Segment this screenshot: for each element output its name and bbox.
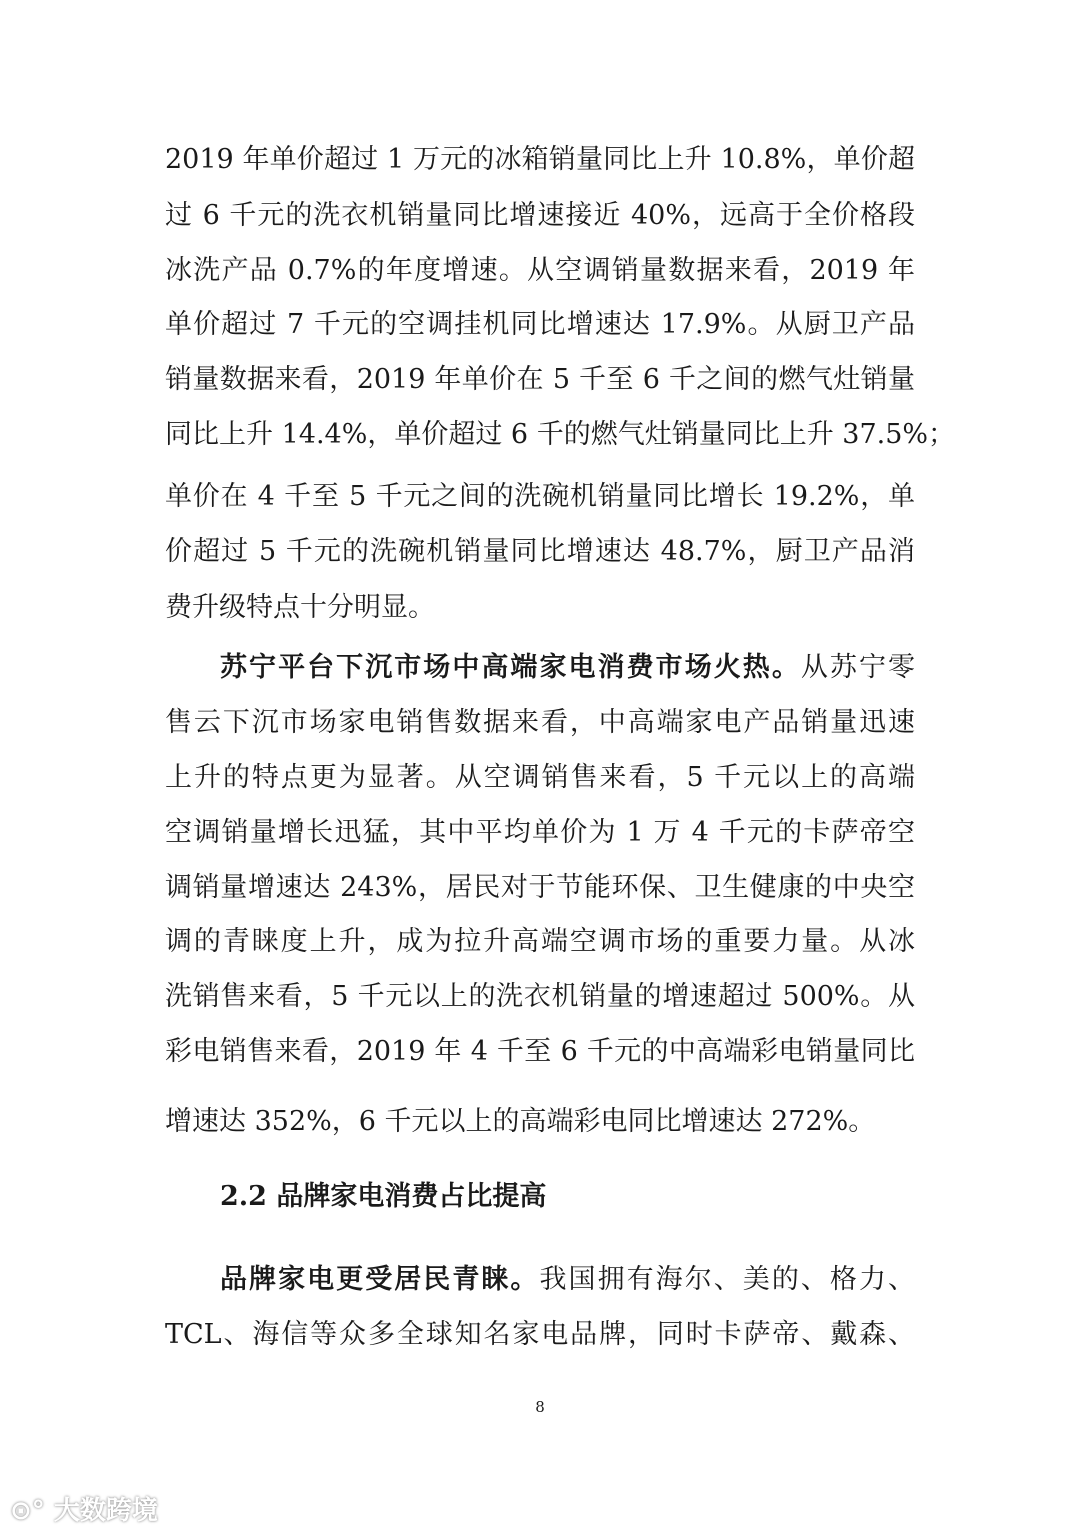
watermark-text: 大数跨境 [53,1496,158,1526]
paragraph-lead: 苏宁平台下沉市场中高端家电消费市场火热。 [220,652,801,683]
text-line: 费升级特点十分明显。 [165,592,435,623]
text-line: 同比上升 14.4%，单价超过 6 千的燃气灶销量同比上升 37.5%； [165,419,956,450]
text-line: 过 6 千元的洗衣机销量同比增速接近 40%，远高于全价格段 [165,200,915,231]
page-number: 8 [535,1398,545,1416]
watermark-logo: ⊙° 大数跨境 [10,1496,158,1526]
text-line: 价超过 5 千元的洗碗机销量同比增速达 48.7%，厨卫产品消 [165,536,915,567]
section-heading: 2.2 品牌家电消费占比提高 [220,1181,547,1212]
text-line: 单价在 4 千至 5 千元之间的洗碗机销量同比增长 19.2%，单 [165,481,915,512]
text-line: 销量数据来看，2019 年单价在 5 千至 6 千之间的燃气灶销量 [165,364,915,395]
text-line: 洗销售来看，5 千元以上的洗衣机销量的增速超过 500%。从 [165,981,915,1012]
text-line: 2019 年单价超过 1 万元的冰箱销量同比上升 10.8%，单价超 [165,144,915,175]
text-line: 空调销量增长迅猛，其中平均单价为 1 万 4 千元的卡萨帝空 [165,817,915,848]
text-line: 冰洗产品 0.7%的年度增速。从空调销量数据来看，2019 年 [165,255,915,286]
text-line [220,648,915,688]
paragraph-lead: 品牌家电更受居民青睐。 [220,1264,540,1295]
text-span: 我国拥有海尔、美的、格力、 [539,1264,916,1295]
text-line: 彩电销售来看，2019 年 4 千至 6 千元的中高端彩电销量同比 [165,1036,915,1067]
text-line: 售云下沉市场家电销售数据来看，中高端家电产品销量迅速 [165,707,915,738]
text-line: TCL、海信等众多全球知名家电品牌，同时卡萨帝、戴森、 [165,1319,915,1350]
text-line: 调销量增速达 243%，居民对于节能环保、卫生健康的中央空 [165,872,915,903]
text-line: 调的青睐度上升，成为拉升高端空调市场的重要力量。从冰 [165,926,915,957]
text-line [220,1260,915,1300]
text-line: 单价超过 7 千元的空调挂机同比增速达 17.9%。从厨卫产品 [165,309,915,340]
text-line: 上升的特点更为显著。从空调销售来看，5 千元以上的高端 [165,762,915,793]
text-line: 增速达 352%，6 千元以上的高端彩电同比增速达 272%。 [165,1106,876,1137]
text-span: 从苏宁零 [800,652,916,683]
